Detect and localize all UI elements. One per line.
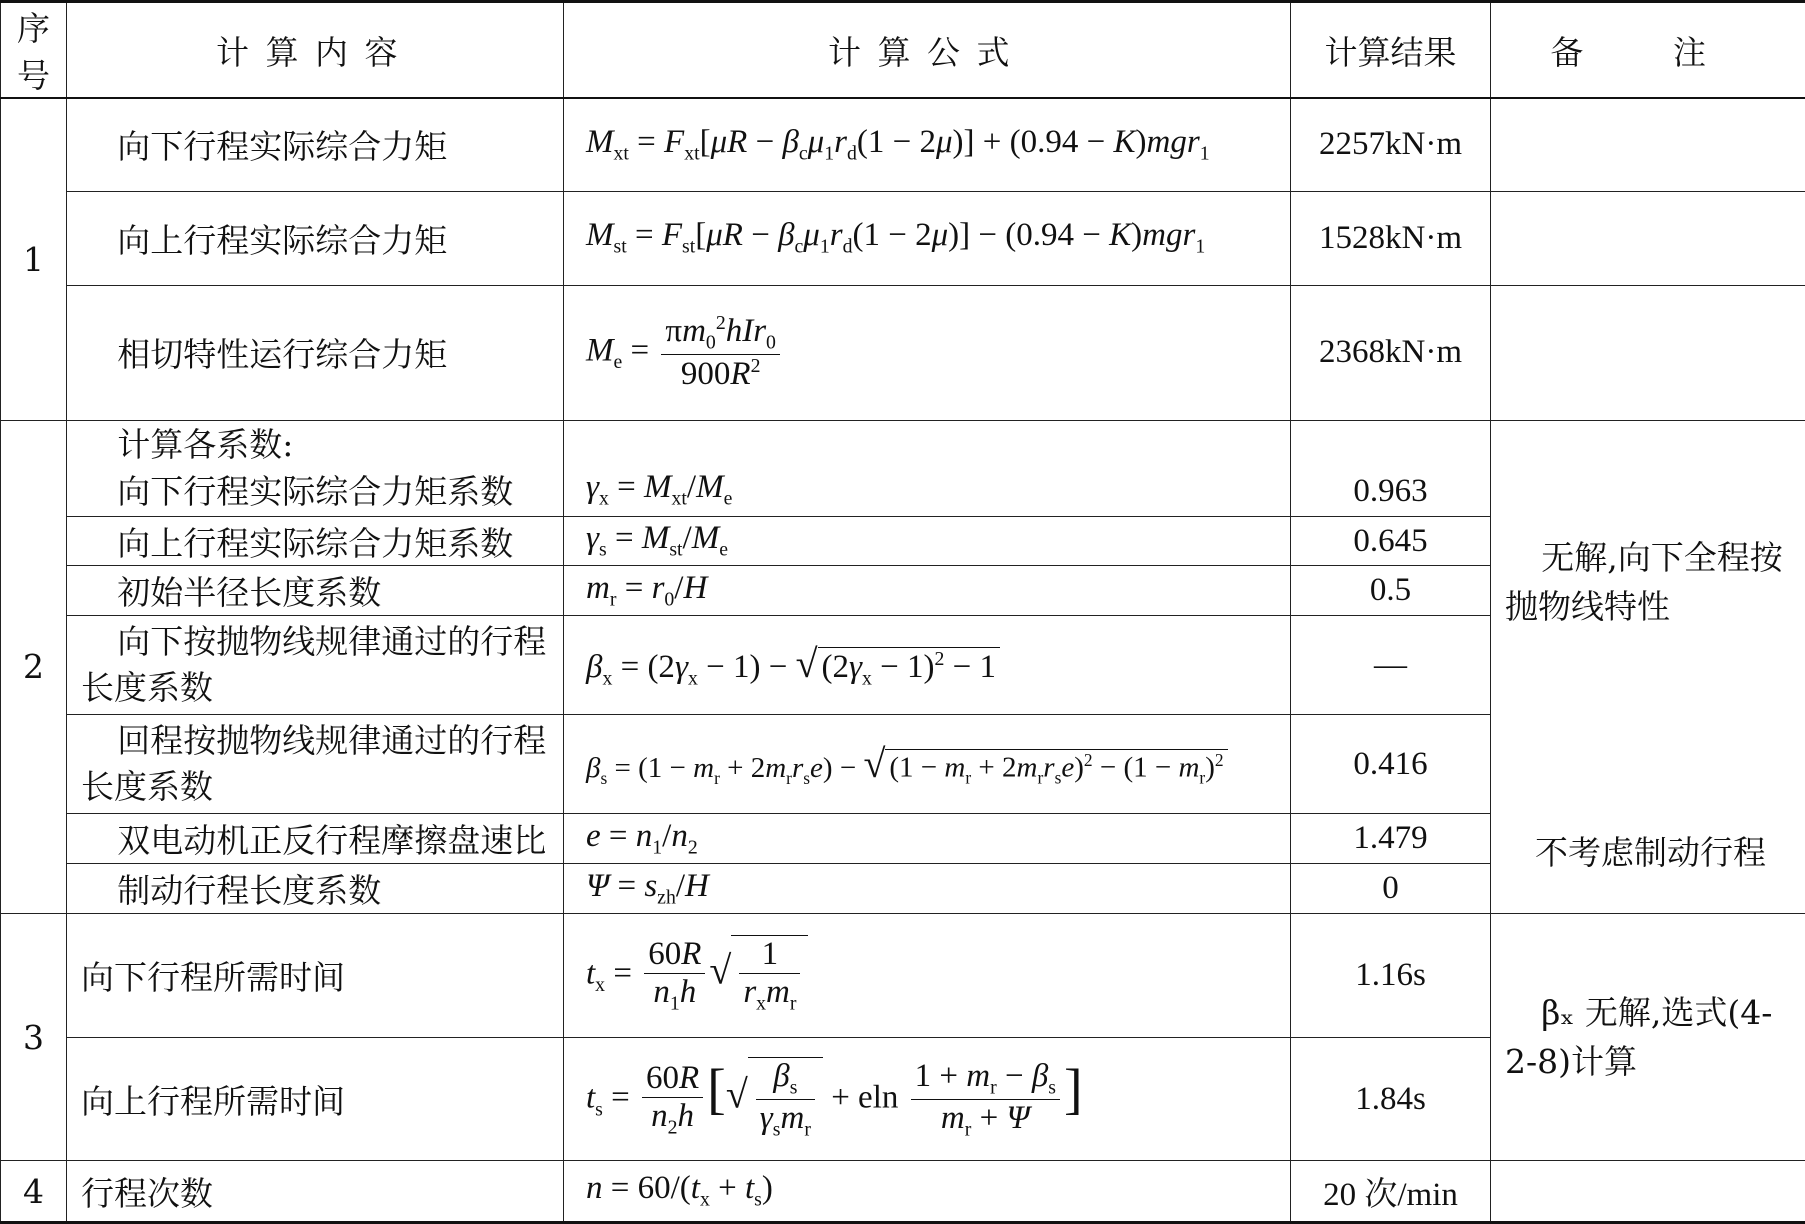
content-text: 向上行程所需时间: [81, 1082, 345, 1121]
content-text: 向下行程所需时间: [81, 958, 345, 997]
header-no: 序号: [1, 2, 67, 99]
note-cell: [1491, 191, 1805, 285]
note-text: 不考虑制动行程: [1505, 828, 1791, 878]
formula-gamma-x: $\gamma_x = M_{xt}/M_e$: [564, 420, 1291, 517]
formula-mr: $m_r = r_0/H$: [564, 566, 1291, 616]
content-cell: [67, 98, 564, 191]
table-row: [1, 420, 1805, 517]
note-cell: [1491, 98, 1805, 191]
formula-ts: $t_s$ = $\frac{60R}{n_2h}$ [√ $\frac{\beta_s}{\gamma_sm_r}$ + eln $\frac{1 + m_r - \beta_s}{m_r + \Psi}$ ]: [564, 1038, 1291, 1161]
content-text: 初始半径长度系数: [81, 567, 381, 614]
row-number: 1: [1, 98, 67, 420]
result-cell: 1528kN·m: [1291, 191, 1491, 285]
content-cell: [67, 1038, 564, 1161]
formula-n: $n = 60/(t_x + t_s)$: [564, 1161, 1291, 1223]
content-cell: [67, 616, 564, 715]
header-content: 计算内容: [67, 2, 564, 99]
formula-tx: $t_x$ = $\frac{60R}{n_1h}$ √ $\frac{1}{r_xm_r}$: [564, 914, 1291, 1038]
result-cell: 0.5: [1291, 566, 1491, 616]
content-cell: [67, 715, 564, 814]
content-text: 向下行程实际综合力矩: [81, 121, 447, 168]
content-text: 向上行程实际综合力矩系数: [81, 518, 513, 565]
content-cell: [67, 864, 564, 914]
content-text: 双电动机正反行程摩擦盘速比: [81, 815, 546, 862]
result-cell: 20 次/min: [1291, 1161, 1491, 1223]
result-cell: 2368kN·m: [1291, 285, 1491, 420]
note-cell: [1491, 914, 1805, 1161]
table-row: [1, 1161, 1805, 1223]
header-result: 计算结果: [1291, 2, 1491, 99]
content-text: 相切特性运行综合力矩: [81, 329, 447, 376]
content-cell: [67, 191, 564, 285]
content-cell: [67, 566, 564, 616]
row-number: 2: [1, 420, 67, 914]
table-row: [1, 191, 1805, 285]
content-text: 向下行程实际综合力矩系数: [81, 468, 513, 516]
content-cell: [67, 914, 564, 1038]
formula-me: $M_e$ = $\frac{\pi m_0^2hIr_0}{900R^2}$: [564, 285, 1291, 420]
result-cell: 1.84s: [1291, 1038, 1491, 1161]
header-row: [1, 2, 1805, 99]
content-text: 制动行程长度系数: [81, 865, 381, 912]
result-cell: 0.416: [1291, 715, 1491, 814]
result-cell: 0.645: [1291, 517, 1491, 566]
content-cell: [67, 420, 564, 517]
content-text: 向下按抛物线规律通过的行程长度系数: [81, 622, 546, 707]
note-cell: [1491, 285, 1805, 420]
table-row: [1, 285, 1805, 420]
row-number: 3: [1, 914, 67, 1161]
formula-beta-s: $\beta_s = (1 - m_r + 2m_rr_se)$ − √ $(1 - m_r + 2m_rr_se)^2 - (1 - m_r)^2$: [564, 715, 1291, 814]
content-cell: [67, 814, 564, 864]
formula-beta-x: $\beta_x = (2\gamma_x - 1)$ − √ $(2\gamma_x - 1)^2 - 1$: [564, 616, 1291, 715]
formula-gamma-s: $\gamma_s = M_{st}/M_e$: [564, 517, 1291, 566]
content-text: 回程按抛物线规律通过的行程长度系数: [81, 721, 546, 806]
note-cell: [1491, 420, 1805, 914]
formula-psi: $\Psi = s_{zh}/H$: [564, 864, 1291, 914]
formula-mst: $M_{st} = F_{st}[\mu R - \beta_c\mu_1r_d(1 - 2\mu)] - (0.94 - K)mgr_1$: [564, 191, 1291, 285]
table-row: [1, 914, 1805, 1038]
result-cell: 1.479: [1291, 814, 1491, 864]
header-note: 备 注: [1491, 2, 1805, 99]
note-text: 无解,向下全程按抛物线特性: [1505, 533, 1791, 632]
content-text: 向上行程实际综合力矩: [81, 215, 447, 262]
note-cell: [1491, 1161, 1805, 1223]
note-text: βₓ 无解,选式(4-2-8)计算: [1505, 988, 1791, 1087]
result-cell: 1.16s: [1291, 914, 1491, 1038]
table-row: [1, 98, 1805, 191]
row-number: 4: [1, 1161, 67, 1223]
result-cell: 0.963: [1291, 420, 1491, 517]
result-cell: 0: [1291, 864, 1491, 914]
content-text: 行程次数: [81, 1174, 213, 1213]
content-cell: [67, 1161, 564, 1223]
formula-mxt: $M_{xt} = F_{xt}[\mu R - \beta_c\mu_1r_d(1 - 2\mu)] + (0.94 - K)mgr_1$: [564, 98, 1291, 191]
content-cell: [67, 517, 564, 566]
content-subtitle: 计算各系数:: [81, 421, 293, 469]
content-cell: [67, 285, 564, 420]
result-cell: —: [1291, 616, 1491, 715]
formula-e: $e = n_1/n_2$: [564, 814, 1291, 864]
header-formula: 计算公式: [564, 2, 1291, 99]
result-cell: 2257kN·m: [1291, 98, 1491, 191]
